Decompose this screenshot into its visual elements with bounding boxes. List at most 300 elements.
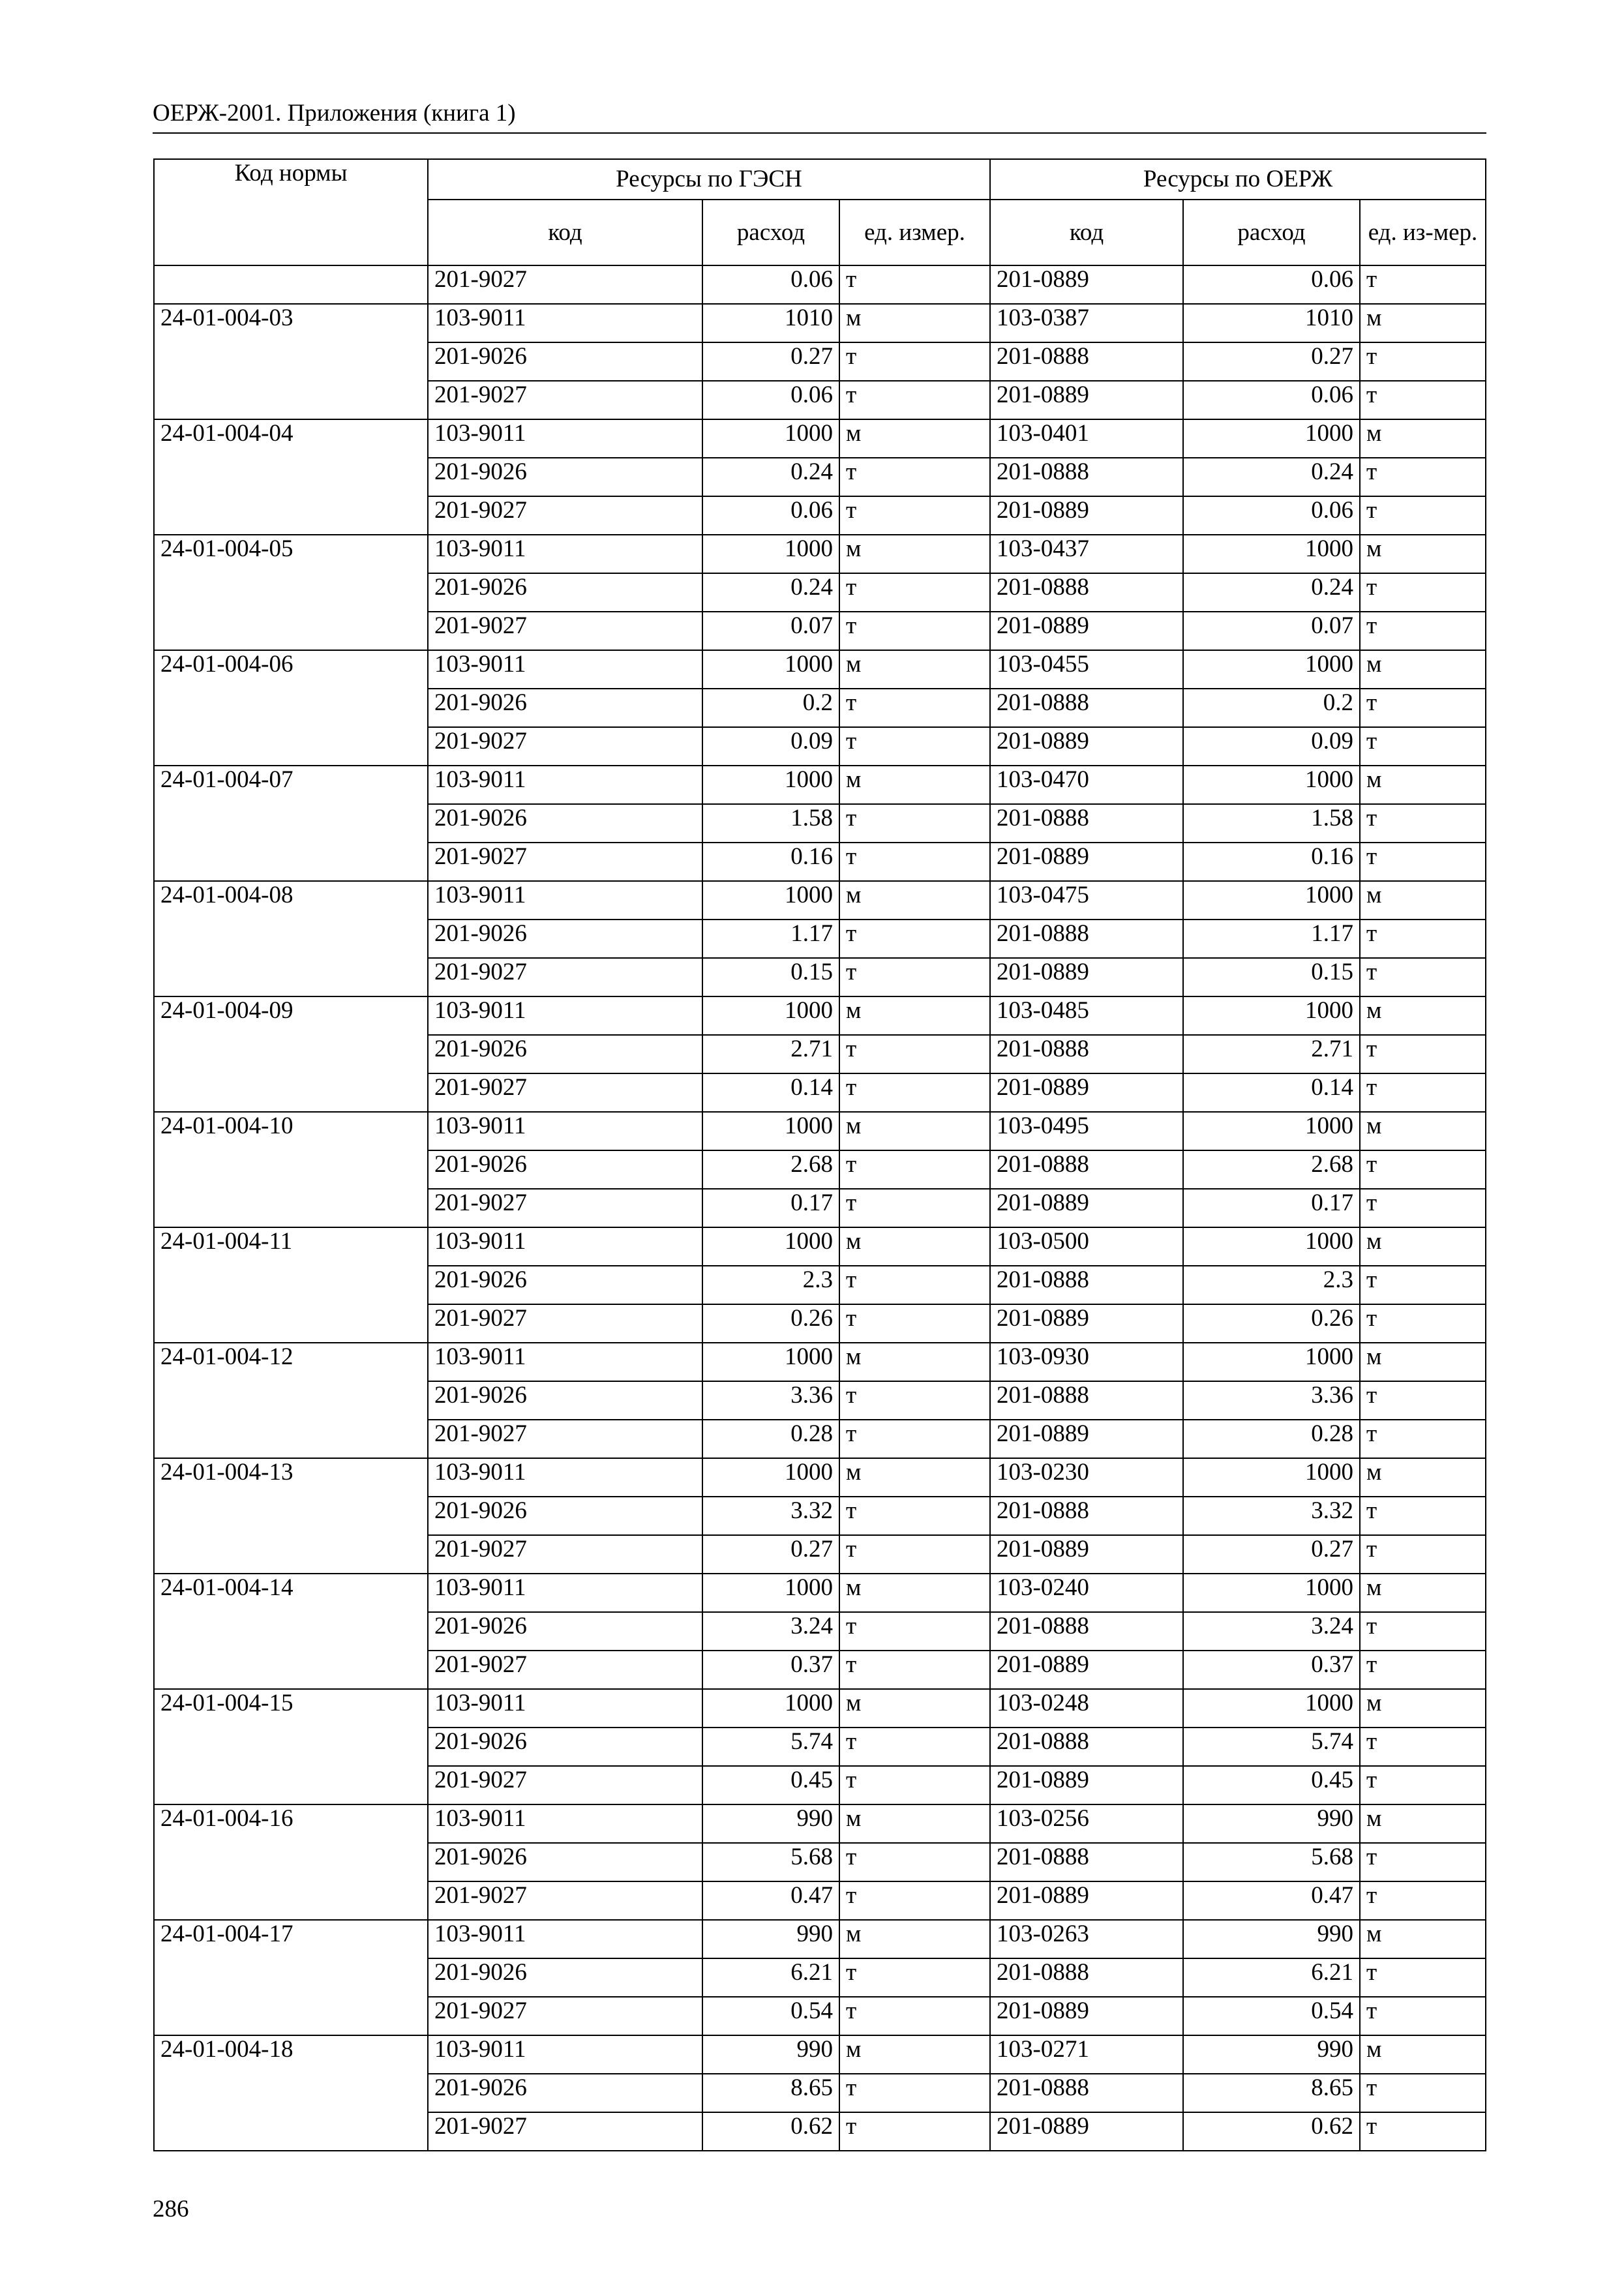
oerzh-code-cell: 103-0930 bbox=[990, 1343, 1183, 1381]
gesn-rate-cell: 3.32 bbox=[702, 1497, 839, 1535]
oerzh-unit-cell: т bbox=[1360, 1535, 1486, 1574]
gesn-code-cell: 201-9027 bbox=[428, 1073, 702, 1112]
oerzh-code-cell: 201-0889 bbox=[990, 727, 1183, 766]
gesn-unit-cell: т bbox=[839, 1304, 990, 1343]
oerzh-unit-cell: т bbox=[1360, 1997, 1486, 2035]
norm-code-cell: 24-01-004-15 bbox=[154, 1689, 428, 1804]
gesn-code-cell: 103-9011 bbox=[428, 1689, 702, 1728]
oerzh-code-cell: 201-0889 bbox=[990, 1651, 1183, 1689]
gesn-unit-cell: т bbox=[839, 2074, 990, 2112]
gesn-code-header: код bbox=[428, 200, 702, 265]
gesn-unit-cell: т bbox=[839, 1651, 990, 1689]
oerzh-rate-cell: 1000 bbox=[1183, 1112, 1360, 1150]
oerzh-code-cell: 103-0485 bbox=[990, 996, 1183, 1035]
table-row bbox=[154, 1112, 1486, 1150]
oerzh-code-cell: 201-0889 bbox=[990, 2112, 1183, 2151]
gesn-rate-cell: 1.17 bbox=[702, 920, 839, 958]
oerzh-rate-cell: 0.28 bbox=[1183, 1420, 1360, 1458]
oerzh-code-cell: 103-0455 bbox=[990, 650, 1183, 689]
gesn-rate-cell: 6.21 bbox=[702, 1958, 839, 1997]
oerzh-rate-cell: 0.27 bbox=[1183, 1535, 1360, 1574]
norm-code-cell: 24-01-004-05 bbox=[154, 535, 428, 650]
gesn-rate-cell: 0.62 bbox=[702, 2112, 839, 2151]
gesn-unit-cell: т bbox=[839, 1266, 990, 1304]
oerzh-unit-cell: т bbox=[1360, 573, 1486, 612]
gesn-rate-cell: 1000 bbox=[702, 996, 839, 1035]
oerzh-unit-cell: т bbox=[1360, 1266, 1486, 1304]
oerzh-unit-cell: м bbox=[1360, 1227, 1486, 1266]
oerzh-rate-cell: 1000 bbox=[1183, 1227, 1360, 1266]
gesn-unit-cell: м bbox=[839, 881, 990, 920]
gesn-rate-cell: 2.68 bbox=[702, 1150, 839, 1189]
oerzh-code-cell: 201-0888 bbox=[990, 2074, 1183, 2112]
gesn-rate-cell: 1000 bbox=[702, 881, 839, 920]
gesn-rate-cell: 0.06 bbox=[702, 265, 839, 304]
gesn-rate-cell: 1000 bbox=[702, 1227, 839, 1266]
oerzh-unit-cell: т bbox=[1360, 381, 1486, 419]
gesn-code-cell: 201-9027 bbox=[428, 2112, 702, 2151]
oerzh-code-cell: 201-0888 bbox=[990, 458, 1183, 496]
gesn-code-cell: 103-9011 bbox=[428, 996, 702, 1035]
norm-code-cell: 24-01-004-08 bbox=[154, 881, 428, 996]
oerzh-rate-cell: 1010 bbox=[1183, 304, 1360, 342]
gesn-rate-cell: 0.27 bbox=[702, 1535, 839, 1574]
oerzh-rate-cell: 1000 bbox=[1183, 650, 1360, 689]
oerzh-code-cell: 103-0401 bbox=[990, 419, 1183, 458]
oerzh-unit-cell: м bbox=[1360, 2035, 1486, 2074]
gesn-unit-header: ед. измер. bbox=[839, 200, 990, 265]
oerzh-code-cell: 103-0256 bbox=[990, 1804, 1183, 1843]
norm-code-cell: 24-01-004-12 bbox=[154, 1343, 428, 1458]
oerzh-code-cell: 201-0889 bbox=[990, 1881, 1183, 1920]
gesn-rate-cell: 990 bbox=[702, 1920, 839, 1958]
gesn-code-cell: 103-9011 bbox=[428, 1920, 702, 1958]
oerzh-rate-cell: 1000 bbox=[1183, 766, 1360, 804]
oerzh-unit-cell: т bbox=[1360, 1497, 1486, 1535]
running-header: ОЕРЖ-2001. Приложения (книга 1) bbox=[153, 100, 516, 127]
oerzh-rate-cell: 1000 bbox=[1183, 535, 1360, 573]
oerzh-rate-cell: 0.06 bbox=[1183, 265, 1360, 304]
gesn-code-cell: 201-9026 bbox=[428, 458, 702, 496]
gesn-code-cell: 103-9011 bbox=[428, 1804, 702, 1843]
gesn-rate-cell: 8.65 bbox=[702, 2074, 839, 2112]
oerzh-code-cell: 103-0271 bbox=[990, 2035, 1183, 2074]
gesn-unit-cell: м bbox=[839, 766, 990, 804]
gesn-code-cell: 201-9026 bbox=[428, 689, 702, 727]
oerzh-unit-cell: т bbox=[1360, 1073, 1486, 1112]
gesn-code-cell: 201-9027 bbox=[428, 1997, 702, 2035]
gesn-unit-cell: м bbox=[839, 1458, 990, 1497]
gesn-rate-cell: 0.14 bbox=[702, 1073, 839, 1112]
oerzh-rate-cell: 1000 bbox=[1183, 1343, 1360, 1381]
gesn-rate-cell: 0.28 bbox=[702, 1420, 839, 1458]
gesn-rate-cell: 3.36 bbox=[702, 1381, 839, 1420]
oerzh-unit-cell: т bbox=[1360, 458, 1486, 496]
oerzh-code-cell: 201-0888 bbox=[990, 1843, 1183, 1881]
gesn-code-cell: 201-9027 bbox=[428, 496, 702, 535]
oerzh-rate-cell: 3.36 bbox=[1183, 1381, 1360, 1420]
gesn-code-cell: 103-9011 bbox=[428, 2035, 702, 2074]
gesn-rate-cell: 1000 bbox=[702, 1112, 839, 1150]
oerzh-rate-cell: 990 bbox=[1183, 1920, 1360, 1958]
table-row bbox=[154, 1458, 1486, 1497]
table-row bbox=[154, 1227, 1486, 1266]
oerzh-unit-cell: т bbox=[1360, 1958, 1486, 1997]
oerzh-rate-cell: 1000 bbox=[1183, 419, 1360, 458]
table-row bbox=[154, 996, 1486, 1035]
norm-code-cell: 24-01-004-14 bbox=[154, 1574, 428, 1689]
gesn-unit-cell: м bbox=[839, 1112, 990, 1150]
gesn-code-cell: 201-9026 bbox=[428, 1728, 702, 1766]
oerzh-code-cell: 103-0475 bbox=[990, 881, 1183, 920]
oerzh-unit-cell: м bbox=[1360, 1689, 1486, 1728]
oerzh-unit-cell: т bbox=[1360, 1612, 1486, 1651]
oerzh-unit-cell: т bbox=[1360, 727, 1486, 766]
gesn-code-cell: 103-9011 bbox=[428, 419, 702, 458]
oerzh-rate-cell: 0.45 bbox=[1183, 1766, 1360, 1804]
oerzh-unit-header: ед. из-мер. bbox=[1360, 200, 1486, 265]
gesn-unit-cell: т bbox=[839, 496, 990, 535]
gesn-resources-header: Ресурсы по ГЭСН bbox=[428, 159, 990, 200]
gesn-code-cell: 103-9011 bbox=[428, 650, 702, 689]
table-row bbox=[154, 419, 1486, 458]
oerzh-code-cell: 201-0888 bbox=[990, 1266, 1183, 1304]
norm-code-cell bbox=[154, 265, 428, 304]
gesn-unit-cell: т bbox=[839, 1035, 990, 1073]
resources-table bbox=[153, 158, 1486, 2151]
oerzh-unit-cell: м bbox=[1360, 419, 1486, 458]
oerzh-code-cell: 201-0888 bbox=[990, 920, 1183, 958]
oerzh-unit-cell: т bbox=[1360, 804, 1486, 843]
gesn-rate-cell: 1000 bbox=[702, 1458, 839, 1497]
gesn-unit-cell: т bbox=[839, 1381, 990, 1420]
oerzh-rate-cell: 990 bbox=[1183, 2035, 1360, 2074]
oerzh-code-cell: 201-0889 bbox=[990, 381, 1183, 419]
gesn-unit-cell: м bbox=[839, 2035, 990, 2074]
gesn-rate-cell: 0.17 bbox=[702, 1189, 839, 1227]
gesn-code-cell: 201-9027 bbox=[428, 1766, 702, 1804]
oerzh-code-cell: 201-0888 bbox=[990, 689, 1183, 727]
gesn-unit-cell: т bbox=[839, 727, 990, 766]
oerzh-code-cell: 103-0248 bbox=[990, 1689, 1183, 1728]
gesn-unit-cell: т bbox=[839, 265, 990, 304]
oerzh-code-cell: 201-0889 bbox=[990, 1073, 1183, 1112]
gesn-rate-cell: 990 bbox=[702, 2035, 839, 2074]
gesn-rate-cell: 0.45 bbox=[702, 1766, 839, 1804]
gesn-code-cell: 201-9026 bbox=[428, 1381, 702, 1420]
gesn-code-cell: 201-9027 bbox=[428, 265, 702, 304]
gesn-rate-cell: 5.68 bbox=[702, 1843, 839, 1881]
oerzh-code-cell: 201-0889 bbox=[990, 1535, 1183, 1574]
gesn-unit-cell: т bbox=[839, 1150, 990, 1189]
gesn-rate-cell: 3.24 bbox=[702, 1612, 839, 1651]
gesn-rate-cell: 0.06 bbox=[702, 381, 839, 419]
oerzh-rate-cell: 0.54 bbox=[1183, 1997, 1360, 2035]
norm-code-cell: 24-01-004-13 bbox=[154, 1458, 428, 1574]
oerzh-unit-cell: т bbox=[1360, 958, 1486, 996]
table-row bbox=[154, 1920, 1486, 1958]
oerzh-rate-cell: 0.62 bbox=[1183, 2112, 1360, 2151]
oerzh-unit-cell: т bbox=[1360, 612, 1486, 650]
oerzh-rate-cell: 2.68 bbox=[1183, 1150, 1360, 1189]
table-row bbox=[154, 1804, 1486, 1843]
oerzh-code-cell: 201-0889 bbox=[990, 1189, 1183, 1227]
oerzh-unit-cell: м bbox=[1360, 535, 1486, 573]
oerzh-unit-cell: т bbox=[1360, 2112, 1486, 2151]
gesn-unit-cell: т bbox=[839, 1612, 990, 1651]
gesn-rate-cell: 2.71 bbox=[702, 1035, 839, 1073]
table-header bbox=[154, 159, 1486, 265]
gesn-rate-cell: 0.47 bbox=[702, 1881, 839, 1920]
norm-code-cell: 24-01-004-18 bbox=[154, 2035, 428, 2151]
gesn-unit-cell: т bbox=[839, 1073, 990, 1112]
oerzh-unit-cell: т bbox=[1360, 1766, 1486, 1804]
gesn-rate-cell: 0.16 bbox=[702, 843, 839, 881]
table-row bbox=[154, 2035, 1486, 2074]
oerzh-rate-cell: 8.65 bbox=[1183, 2074, 1360, 2112]
oerzh-rate-cell: 0.26 bbox=[1183, 1304, 1360, 1343]
header-rule bbox=[153, 132, 1486, 134]
gesn-rate-cell: 0.06 bbox=[702, 496, 839, 535]
oerzh-unit-cell: т bbox=[1360, 1843, 1486, 1881]
oerzh-rate-cell: 990 bbox=[1183, 1804, 1360, 1843]
gesn-unit-cell: т bbox=[839, 612, 990, 650]
oerzh-rate-cell: 0.16 bbox=[1183, 843, 1360, 881]
oerzh-rate-cell: 1000 bbox=[1183, 1458, 1360, 1497]
oerzh-rate-cell: 6.21 bbox=[1183, 1958, 1360, 1997]
oerzh-code-cell: 201-0889 bbox=[990, 958, 1183, 996]
oerzh-rate-cell: 0.14 bbox=[1183, 1073, 1360, 1112]
oerzh-code-cell: 201-0889 bbox=[990, 612, 1183, 650]
gesn-unit-cell: т bbox=[839, 689, 990, 727]
oerzh-rate-cell: 0.2 bbox=[1183, 689, 1360, 727]
gesn-rate-cell: 0.24 bbox=[702, 573, 839, 612]
gesn-unit-cell: т bbox=[839, 1958, 990, 1997]
oerzh-unit-cell: т bbox=[1360, 1150, 1486, 1189]
oerzh-unit-cell: т bbox=[1360, 1881, 1486, 1920]
oerzh-unit-cell: м bbox=[1360, 1804, 1486, 1843]
table-row bbox=[154, 1343, 1486, 1381]
oerzh-code-cell: 201-0889 bbox=[990, 1420, 1183, 1458]
table-row bbox=[154, 766, 1486, 804]
gesn-unit-cell: м bbox=[839, 1227, 990, 1266]
norm-code-cell: 24-01-004-07 bbox=[154, 766, 428, 881]
gesn-code-cell: 201-9026 bbox=[428, 1150, 702, 1189]
oerzh-rate-cell: 3.24 bbox=[1183, 1612, 1360, 1651]
gesn-unit-cell: т bbox=[839, 1189, 990, 1227]
oerzh-rate-cell: 0.24 bbox=[1183, 458, 1360, 496]
oerzh-rate-cell: 0.09 bbox=[1183, 727, 1360, 766]
table-row bbox=[154, 265, 1486, 304]
oerzh-code-cell: 201-0889 bbox=[990, 1766, 1183, 1804]
gesn-code-cell: 103-9011 bbox=[428, 1112, 702, 1150]
page-number: 286 bbox=[153, 2196, 189, 2222]
oerzh-rate-cell: 3.32 bbox=[1183, 1497, 1360, 1535]
oerzh-rate-cell: 1000 bbox=[1183, 1689, 1360, 1728]
gesn-code-cell: 201-9027 bbox=[428, 843, 702, 881]
oerzh-code-cell: 201-0888 bbox=[990, 1958, 1183, 1997]
oerzh-rate-cell: 0.15 bbox=[1183, 958, 1360, 996]
gesn-unit-cell: т bbox=[839, 573, 990, 612]
gesn-code-cell: 201-9026 bbox=[428, 1843, 702, 1881]
norm-code-cell: 24-01-004-10 bbox=[154, 1112, 428, 1227]
gesn-unit-cell: т bbox=[839, 342, 990, 381]
oerzh-rate-cell: 0.27 bbox=[1183, 342, 1360, 381]
oerzh-rate-cell: 0.24 bbox=[1183, 573, 1360, 612]
table-row bbox=[154, 1574, 1486, 1612]
gesn-unit-cell: т bbox=[839, 1997, 990, 2035]
gesn-code-cell: 103-9011 bbox=[428, 881, 702, 920]
gesn-unit-cell: м bbox=[839, 1343, 990, 1381]
oerzh-rate-header: расход bbox=[1183, 200, 1360, 265]
gesn-unit-cell: т bbox=[839, 920, 990, 958]
oerzh-rate-cell: 1.58 bbox=[1183, 804, 1360, 843]
gesn-code-cell: 103-9011 bbox=[428, 1343, 702, 1381]
norm-code-cell: 24-01-004-04 bbox=[154, 419, 428, 535]
gesn-code-cell: 201-9026 bbox=[428, 920, 702, 958]
gesn-rate-cell: 0.24 bbox=[702, 458, 839, 496]
oerzh-unit-cell: м bbox=[1360, 650, 1486, 689]
oerzh-unit-cell: т bbox=[1360, 1381, 1486, 1420]
oerzh-rate-cell: 5.68 bbox=[1183, 1843, 1360, 1881]
oerzh-code-cell: 201-0888 bbox=[990, 1035, 1183, 1073]
gesn-unit-cell: т bbox=[839, 458, 990, 496]
gesn-unit-cell: т bbox=[839, 1497, 990, 1535]
gesn-rate-cell: 0.26 bbox=[702, 1304, 839, 1343]
gesn-unit-cell: м bbox=[839, 1689, 990, 1728]
gesn-code-cell: 103-9011 bbox=[428, 304, 702, 342]
gesn-rate-cell: 0.15 bbox=[702, 958, 839, 996]
oerzh-unit-cell: т bbox=[1360, 265, 1486, 304]
table-row bbox=[154, 881, 1486, 920]
gesn-code-cell: 201-9026 bbox=[428, 1612, 702, 1651]
oerzh-rate-cell: 1000 bbox=[1183, 996, 1360, 1035]
gesn-unit-cell: м bbox=[839, 650, 990, 689]
gesn-rate-cell: 1000 bbox=[702, 650, 839, 689]
oerzh-code-cell: 103-0495 bbox=[990, 1112, 1183, 1150]
gesn-code-cell: 201-9027 bbox=[428, 958, 702, 996]
oerzh-unit-cell: м bbox=[1360, 1920, 1486, 1958]
oerzh-code-cell: 201-0888 bbox=[990, 1497, 1183, 1535]
gesn-code-cell: 201-9026 bbox=[428, 342, 702, 381]
gesn-code-cell: 201-9027 bbox=[428, 1651, 702, 1689]
oerzh-code-cell: 201-0889 bbox=[990, 1304, 1183, 1343]
gesn-unit-cell: м bbox=[839, 535, 990, 573]
oerzh-unit-cell: т bbox=[1360, 2074, 1486, 2112]
oerzh-rate-cell: 0.07 bbox=[1183, 612, 1360, 650]
gesn-rate-cell: 0.09 bbox=[702, 727, 839, 766]
gesn-code-cell: 201-9027 bbox=[428, 612, 702, 650]
gesn-unit-cell: м bbox=[839, 996, 990, 1035]
gesn-rate-cell: 0.37 bbox=[702, 1651, 839, 1689]
oerzh-unit-cell: т bbox=[1360, 1651, 1486, 1689]
gesn-code-cell: 201-9026 bbox=[428, 1035, 702, 1073]
oerzh-code-cell: 201-0889 bbox=[990, 843, 1183, 881]
oerzh-unit-cell: т bbox=[1360, 1420, 1486, 1458]
gesn-code-cell: 201-9026 bbox=[428, 804, 702, 843]
gesn-rate-cell: 0.2 bbox=[702, 689, 839, 727]
oerzh-code-cell: 103-0470 bbox=[990, 766, 1183, 804]
oerzh-rate-cell: 0.17 bbox=[1183, 1189, 1360, 1227]
gesn-code-cell: 201-9026 bbox=[428, 2074, 702, 2112]
oerzh-code-cell: 103-0437 bbox=[990, 535, 1183, 573]
gesn-unit-cell: т bbox=[839, 1420, 990, 1458]
gesn-rate-cell: 1.58 bbox=[702, 804, 839, 843]
oerzh-code-cell: 201-0888 bbox=[990, 1728, 1183, 1766]
oerzh-unit-cell: м bbox=[1360, 996, 1486, 1035]
gesn-code-cell: 201-9027 bbox=[428, 1304, 702, 1343]
gesn-code-cell: 103-9011 bbox=[428, 1574, 702, 1612]
oerzh-unit-cell: м bbox=[1360, 1458, 1486, 1497]
gesn-unit-cell: м bbox=[839, 1574, 990, 1612]
gesn-unit-cell: т bbox=[839, 1728, 990, 1766]
table-row bbox=[154, 304, 1486, 342]
oerzh-code-cell: 103-0263 bbox=[990, 1920, 1183, 1958]
oerzh-unit-cell: м bbox=[1360, 1343, 1486, 1381]
gesn-code-cell: 201-9026 bbox=[428, 1497, 702, 1535]
gesn-rate-cell: 0.54 bbox=[702, 1997, 839, 2035]
oerzh-code-cell: 103-0387 bbox=[990, 304, 1183, 342]
gesn-code-cell: 103-9011 bbox=[428, 1227, 702, 1266]
norm-code-cell: 24-01-004-06 bbox=[154, 650, 428, 766]
oerzh-rate-cell: 1000 bbox=[1183, 881, 1360, 920]
gesn-code-cell: 201-9027 bbox=[428, 1535, 702, 1574]
gesn-unit-cell: т bbox=[839, 1535, 990, 1574]
gesn-unit-cell: т bbox=[839, 804, 990, 843]
gesn-code-cell: 201-9027 bbox=[428, 381, 702, 419]
norm-code-cell: 24-01-004-16 bbox=[154, 1804, 428, 1920]
gesn-code-cell: 201-9026 bbox=[428, 573, 702, 612]
oerzh-code-cell: 201-0889 bbox=[990, 1997, 1183, 2035]
gesn-rate-cell: 0.07 bbox=[702, 612, 839, 650]
gesn-rate-cell: 990 bbox=[702, 1804, 839, 1843]
oerzh-unit-cell: м bbox=[1360, 881, 1486, 920]
gesn-unit-cell: т bbox=[839, 958, 990, 996]
oerzh-code-cell: 201-0889 bbox=[990, 496, 1183, 535]
oerzh-unit-cell: т bbox=[1360, 496, 1486, 535]
oerzh-code-cell: 201-0888 bbox=[990, 573, 1183, 612]
oerzh-unit-cell: м bbox=[1360, 766, 1486, 804]
table-row bbox=[154, 1689, 1486, 1728]
table-row bbox=[154, 535, 1486, 573]
oerzh-unit-cell: т bbox=[1360, 1189, 1486, 1227]
gesn-code-cell: 103-9011 bbox=[428, 535, 702, 573]
gesn-rate-cell: 1000 bbox=[702, 535, 839, 573]
oerzh-code-cell: 201-0888 bbox=[990, 1381, 1183, 1420]
oerzh-unit-cell: м bbox=[1360, 1112, 1486, 1150]
gesn-rate-cell: 2.3 bbox=[702, 1266, 839, 1304]
oerzh-unit-cell: т bbox=[1360, 342, 1486, 381]
gesn-unit-cell: м bbox=[839, 1804, 990, 1843]
oerzh-rate-cell: 1.17 bbox=[1183, 920, 1360, 958]
gesn-unit-cell: т bbox=[839, 2112, 990, 2151]
gesn-unit-cell: м bbox=[839, 304, 990, 342]
gesn-unit-cell: м bbox=[839, 1920, 990, 1958]
oerzh-code-cell: 201-0889 bbox=[990, 265, 1183, 304]
oerzh-code-cell: 201-0888 bbox=[990, 804, 1183, 843]
oerzh-code-cell: 201-0888 bbox=[990, 1150, 1183, 1189]
gesn-code-cell: 201-9027 bbox=[428, 727, 702, 766]
gesn-rate-cell: 1000 bbox=[702, 1574, 839, 1612]
oerzh-unit-cell: т bbox=[1360, 1304, 1486, 1343]
oerzh-rate-cell: 2.71 bbox=[1183, 1035, 1360, 1073]
gesn-rate-cell: 1000 bbox=[702, 766, 839, 804]
oerzh-rate-cell: 0.47 bbox=[1183, 1881, 1360, 1920]
gesn-rate-cell: 1000 bbox=[702, 1689, 839, 1728]
norm-code-cell: 24-01-004-03 bbox=[154, 304, 428, 419]
oerzh-resources-header: Ресурсы по ОЕРЖ bbox=[990, 159, 1486, 200]
gesn-code-cell: 201-9027 bbox=[428, 1881, 702, 1920]
